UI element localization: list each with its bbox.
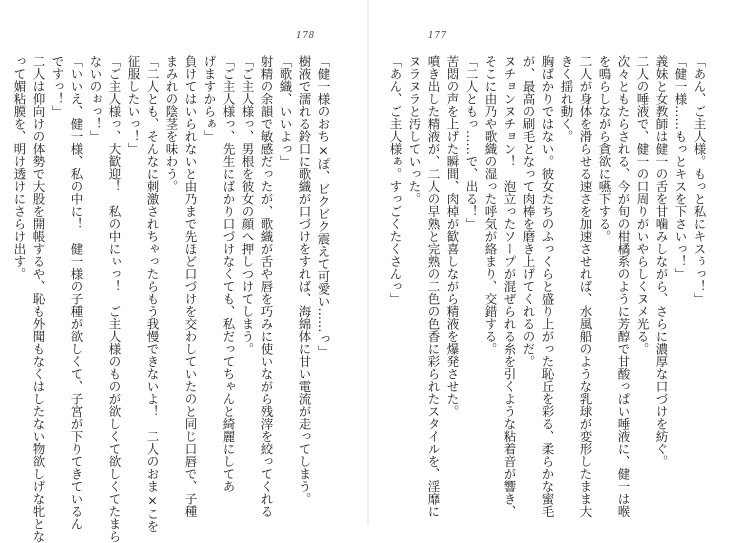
left-page-line: 二人は仰向けの体勢で大股を開帳するや、恥も外聞もなくはしたない物欲しげな牝とな bbox=[31, 55, 46, 543]
right-page-line: が、最高の刷毛となって肉棒を磨き上げてくれるのだ。 bbox=[521, 55, 536, 368]
right-page-line: きく揺れ動く。 bbox=[559, 55, 574, 143]
right-page-line: 二人の唾液で、健一の口周りがいやらしくヌメ光る。 bbox=[635, 55, 650, 355]
left-page-line: 「歌織、いいよっ」 bbox=[278, 55, 293, 168]
left-page-line: 「ご主人様っ、男根を彼女の顔へ押しつけてしまう。 bbox=[240, 55, 255, 355]
left-page-line: 樹液で濡れる鈴口に歌織が口づけをすれば、海綿体に甘い電流が走ってしまう。 bbox=[297, 55, 312, 505]
right-page-line: そこに由乃や歌織の湿った呼気が絡まり、交錯する。 bbox=[483, 55, 498, 355]
left-page-line: って媚粘膜を、明け透けにさらけ出す。 bbox=[12, 55, 27, 280]
left-page-line: まみれの陰茎を味わう。 bbox=[164, 55, 179, 193]
right-page-line: 二人が身体を滑らせる速さを加速させれば、水風船のような乳球が変形したまま大 bbox=[578, 55, 593, 518]
right-page bbox=[368, 0, 736, 526]
left-page-line: 征服したいっ！」 bbox=[126, 55, 141, 155]
left-page-line: ですっ！」 bbox=[50, 55, 65, 118]
right-page-line: 苦悶の声を上げた瞬間、肉棹が歓喜しながら精液を爆発させた。 bbox=[445, 55, 460, 418]
right-page-line: ヌラヌラと汚していった。 bbox=[407, 55, 422, 205]
right-page-line: 「健一様……もっとキスを下さいっ！」 bbox=[673, 55, 688, 280]
right-page-line: 「あん、ご主人様ぁ。すっごくたくさんっ」 bbox=[388, 55, 403, 305]
left-page-line: 「二人とも、そんなに刺激されちゃったらもう我慢できないよ！ 二人のおま×こを bbox=[145, 55, 160, 533]
left-page-line: 「ご主人様っ、大歓迎！ 私の中にぃっ！ ご主人様のものが欲しくて欲しくてたまら bbox=[107, 55, 122, 543]
left-page-line: 「いいえ、健一様、私の中に！ 健一様の子種が欲しくて、子宮が下りてきているん bbox=[69, 55, 84, 530]
right-page-line: 次々ともたらされる、今が旬の柑橘系のように芳醇で甘酸っぱい唾液に、健一は喉 bbox=[616, 55, 631, 518]
page-number-left: 178 bbox=[296, 31, 315, 41]
left-page-line: 射精の余韻で敏感だったが、歌織が舌や唇を巧みに使いながら残滓を絞ってくれる bbox=[259, 55, 274, 518]
left-page-line: 「健一様のおち×ぽ、ビクビク震えて可愛い……っ」 bbox=[316, 55, 331, 358]
right-page-line: 胸ばかりではない。彼女たちのふっくらと盛り上がった恥丘を彩る、柔らかな蜜毛 bbox=[540, 55, 555, 518]
right-page-line: 義妹と女教師は健一の舌を甘噛みしながら、さらに濃厚な口づけを紡ぐ。 bbox=[654, 55, 669, 468]
page-number-right: 177 bbox=[428, 31, 447, 41]
right-page-line: 「二人ともっ……で、出る！」 bbox=[464, 55, 479, 230]
left-page-line: 負けてはいられないと由乃まで先ほど口づけを交わしていたのと同じ口唇で、子種 bbox=[183, 55, 198, 518]
right-page-line: 噴き出した精液が、二人の早熟と完熟の二色の色香に彩られたスタイルを、淫靡に bbox=[426, 55, 441, 518]
right-page-line: を鳴らしながら貪欲に嚥下する。 bbox=[597, 55, 612, 243]
right-page-body bbox=[388, 55, 709, 518]
right-page-line: 「あん、ご主人様。もっと私にキスぅっ！」 bbox=[692, 55, 707, 305]
left-page-line: ないのぉっ！」 bbox=[88, 55, 103, 143]
left-page-line: げますからぁ」 bbox=[202, 55, 217, 143]
left-page-body bbox=[12, 55, 333, 543]
right-page-line: ヌチョンヌチョン！ 泡立ったソープが混ぜられる糸を引くような粘着音が響き、 bbox=[502, 55, 517, 518]
left-page-line: 「ご主人様っ、先生にばかり口づけなくても、私だってちゃんと綺麗にしてあ bbox=[221, 55, 236, 493]
